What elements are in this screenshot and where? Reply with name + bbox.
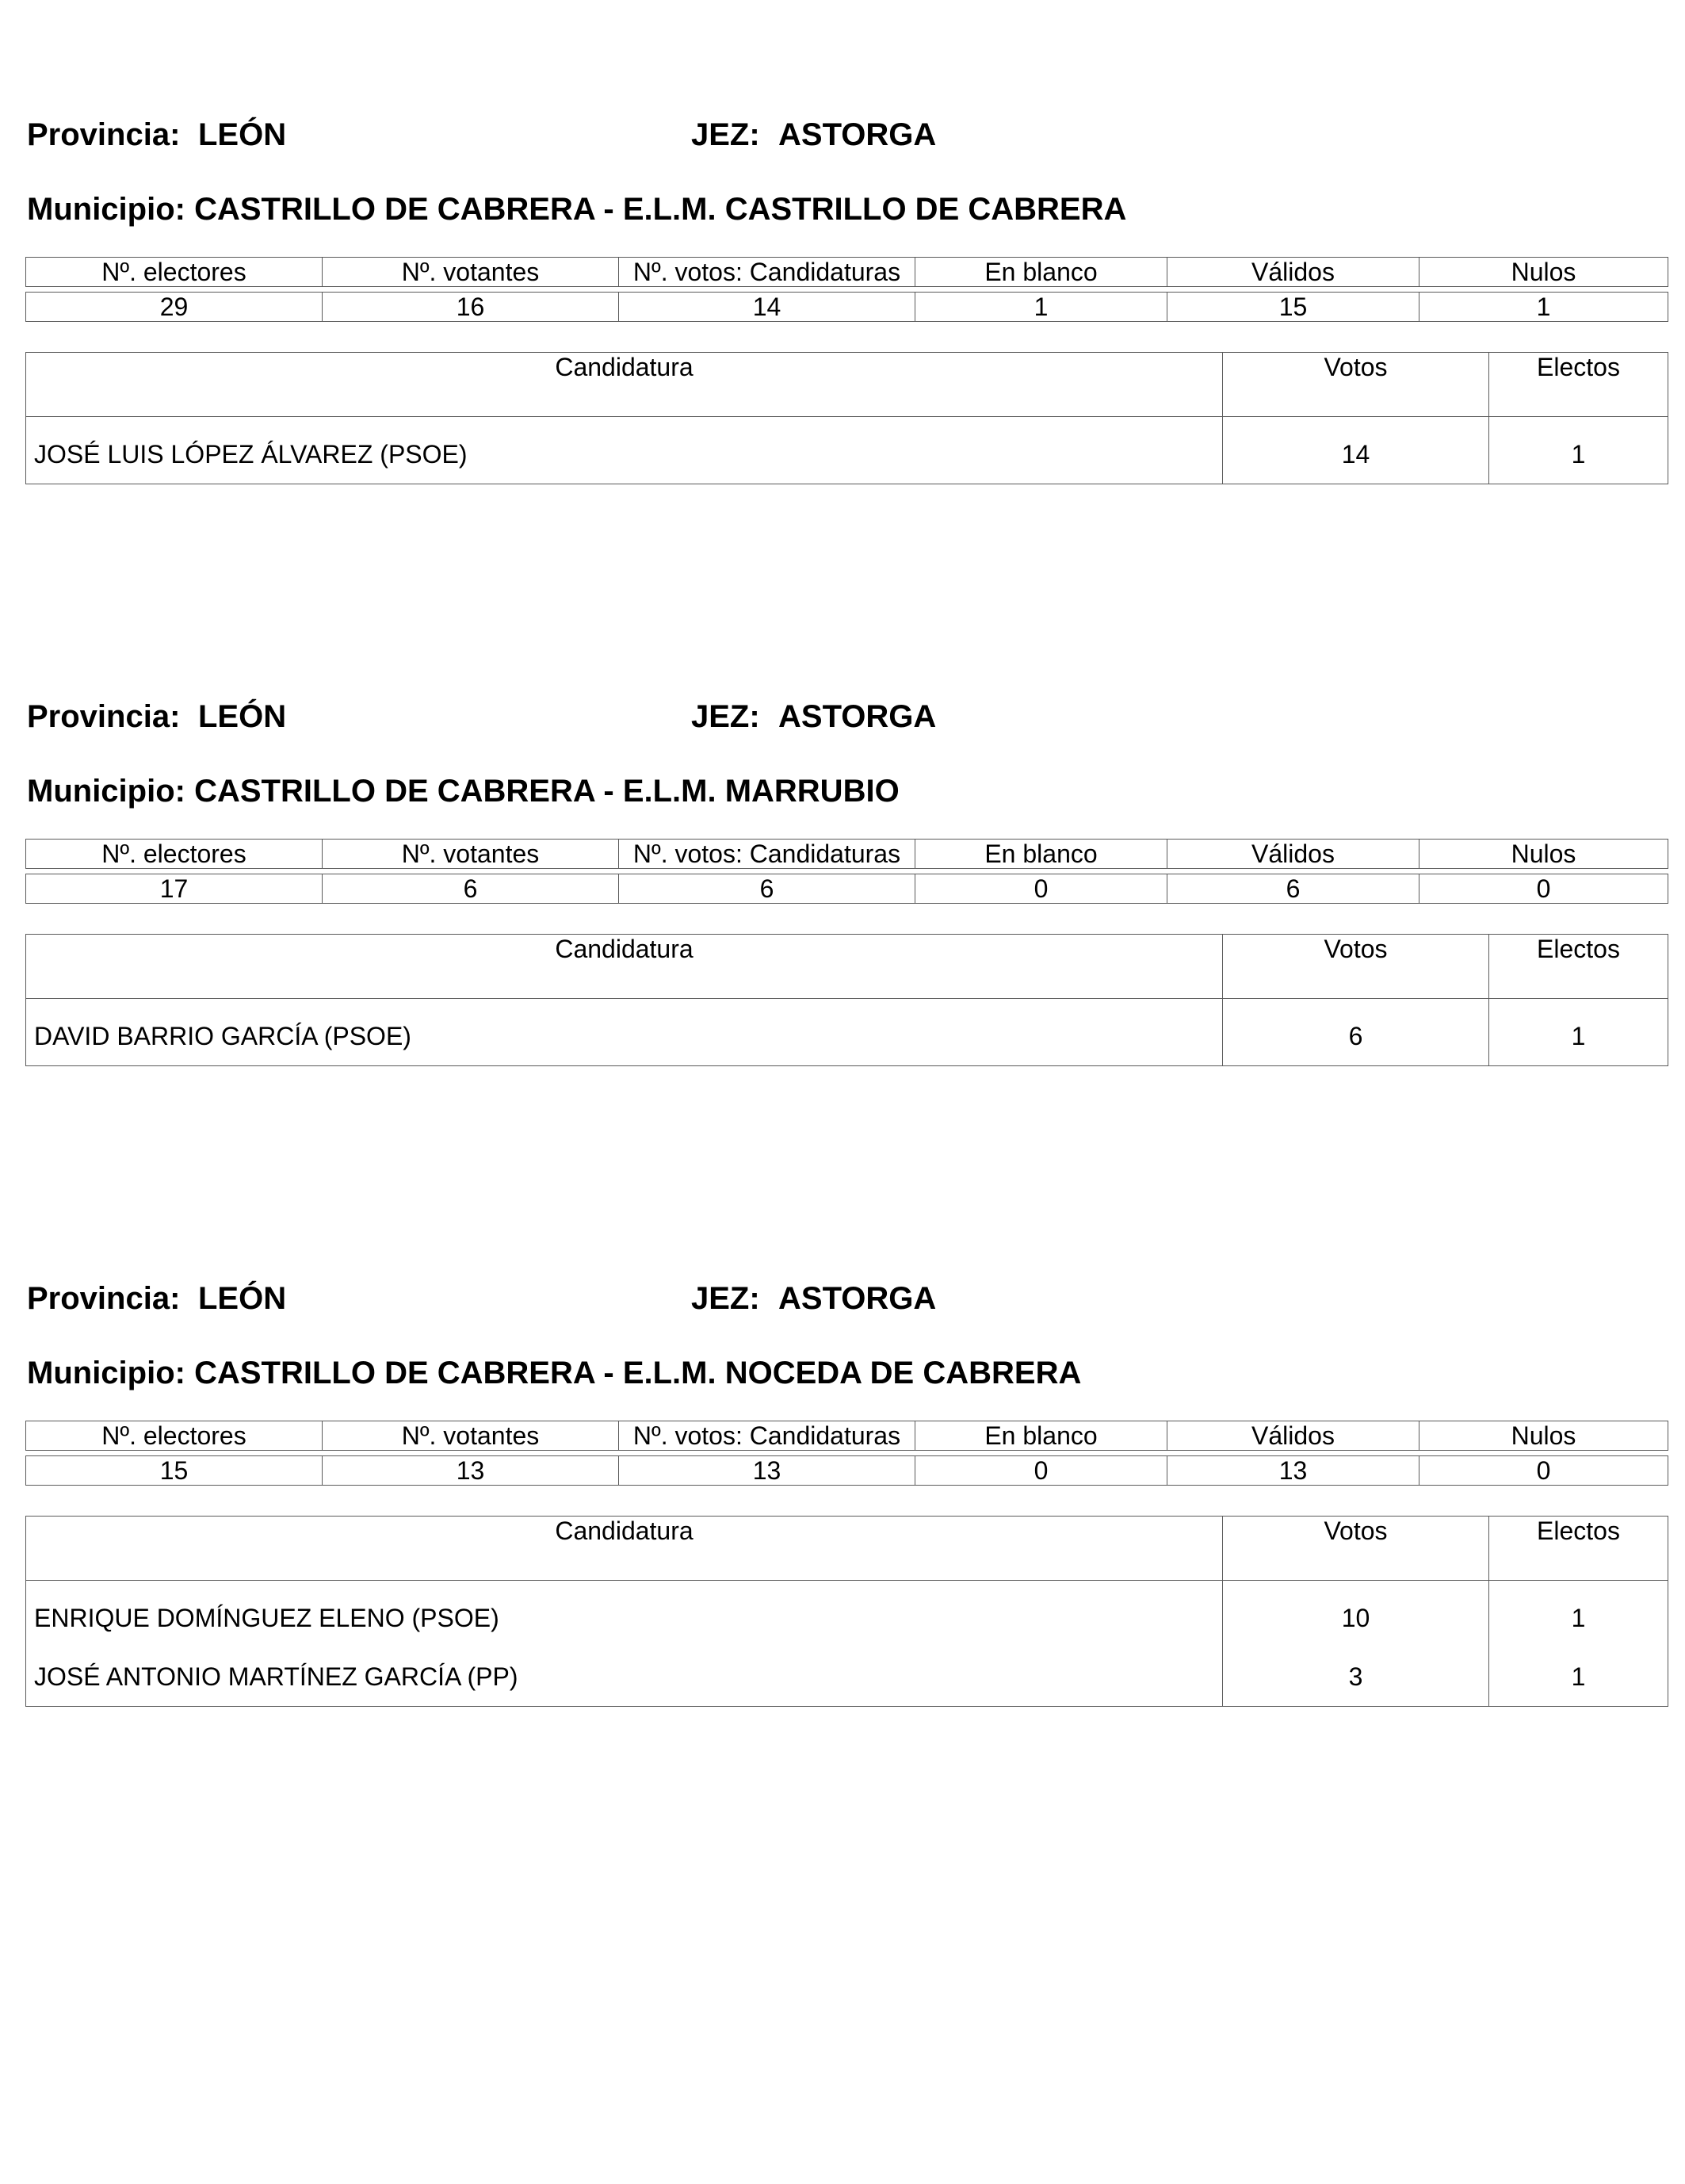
votos-header: Votos xyxy=(1223,935,1489,999)
provincia-value: LEÓN xyxy=(198,699,287,734)
candidates-header-row xyxy=(26,353,1668,417)
candidate-name: DAVID BARRIO GARCÍA (PSOE) xyxy=(26,999,1223,1066)
stats-header-cell: Válidos xyxy=(1167,840,1419,869)
candidate-votos: 14 xyxy=(1223,417,1489,484)
stats-value-cell: 6 xyxy=(323,874,619,904)
candidate-name: ENRIQUE DOMÍNGUEZ ELENO (PSOE) xyxy=(26,1581,1223,1648)
municipio-label: Municipio: xyxy=(27,774,185,809)
electos-header: Electos xyxy=(1489,353,1668,417)
stats-value-cell: 16 xyxy=(323,293,619,322)
stats-value-cell: 6 xyxy=(1167,874,1419,904)
jez-label: JEZ: xyxy=(691,117,760,152)
municipio-value: CASTRILLO DE CABRERA - E.L.M. CASTRILLO DE CABRERA xyxy=(194,192,1127,227)
jez-value: ASTORGA xyxy=(778,699,937,734)
stats-value-row xyxy=(26,874,1668,904)
stats-value-cell: 14 xyxy=(619,293,915,322)
stats-value-cell: 29 xyxy=(26,293,323,322)
jez-line xyxy=(691,1279,936,1318)
candidatura-header: Candidatura xyxy=(26,935,1223,999)
stats-header-cell: Nº. votantes xyxy=(323,258,619,287)
votos-header: Votos xyxy=(1223,353,1489,417)
candidatura-header: Candidatura xyxy=(26,1517,1223,1581)
stats-value-cell: 0 xyxy=(1419,874,1668,904)
candidate-electos: 1 xyxy=(1489,1647,1668,1707)
stats-value-cell: 13 xyxy=(1167,1456,1419,1486)
municipio-value: CASTRILLO DE CABRERA - E.L.M. MARRUBIO xyxy=(194,774,900,809)
candidates-header-row xyxy=(26,1517,1668,1581)
candidate-row xyxy=(26,999,1668,1066)
electos-header: Electos xyxy=(1489,935,1668,999)
stats-header-cell: En blanco xyxy=(915,1421,1167,1451)
candidate-votos: 3 xyxy=(1223,1647,1489,1707)
provincia-value: LEÓN xyxy=(198,117,287,152)
votos-header: Votos xyxy=(1223,1517,1489,1581)
stats-header-row xyxy=(26,1421,1668,1451)
candidate-electos: 1 xyxy=(1489,1581,1668,1648)
stats-table xyxy=(25,1421,1668,1486)
stats-value-cell: 15 xyxy=(1167,293,1419,322)
stats-value-cell: 17 xyxy=(26,874,323,904)
stats-header-cell: Nº. votantes xyxy=(323,1421,619,1451)
provincia-line xyxy=(27,1279,286,1318)
jez-line xyxy=(691,116,936,154)
stats-header-cell: Nº. votos: Candidaturas xyxy=(619,258,915,287)
municipio-label: Municipio: xyxy=(27,1356,185,1390)
stats-value-cell: 0 xyxy=(1419,1456,1668,1486)
stats-value-row xyxy=(26,293,1668,322)
municipio-label: Municipio: xyxy=(27,192,185,227)
jez-value: ASTORGA xyxy=(778,1281,937,1316)
jez-label: JEZ: xyxy=(691,699,760,734)
stats-header-cell: En blanco xyxy=(915,840,1167,869)
provincia-line xyxy=(27,116,286,154)
stats-header-cell: Nº. electores xyxy=(26,258,323,287)
candidate-votos: 6 xyxy=(1223,999,1489,1066)
stats-header-cell: Nulos xyxy=(1419,840,1668,869)
electos-header: Electos xyxy=(1489,1517,1668,1581)
candidates-table xyxy=(25,1516,1668,1707)
candidates-header-row xyxy=(26,935,1668,999)
provincia-value: LEÓN xyxy=(198,1281,287,1316)
candidate-votos: 10 xyxy=(1223,1581,1489,1648)
candidate-name: JOSÉ ANTONIO MARTÍNEZ GARCÍA (PP) xyxy=(26,1647,1223,1707)
stats-value-cell: 0 xyxy=(915,874,1167,904)
stats-value-cell: 15 xyxy=(26,1456,323,1486)
municipio-line xyxy=(27,190,1126,228)
stats-header-cell: Válidos xyxy=(1167,258,1419,287)
candidates-table xyxy=(25,934,1668,1066)
candidatura-header: Candidatura xyxy=(26,353,1223,417)
stats-header-cell: Nº. electores xyxy=(26,1421,323,1451)
stats-table xyxy=(25,257,1668,322)
stats-value-cell: 1 xyxy=(1419,293,1668,322)
provincia-line xyxy=(27,698,286,736)
stats-value-cell: 0 xyxy=(915,1456,1167,1486)
stats-value-row xyxy=(26,1456,1668,1486)
candidate-name: JOSÉ LUIS LÓPEZ ÁLVAREZ (PSOE) xyxy=(26,417,1223,484)
stats-value-cell: 13 xyxy=(619,1456,915,1486)
stats-header-cell: Nulos xyxy=(1419,258,1668,287)
candidates-table xyxy=(25,352,1668,484)
stats-header-cell: Válidos xyxy=(1167,1421,1419,1451)
stats-header-cell: Nulos xyxy=(1419,1421,1668,1451)
municipio-line xyxy=(27,772,900,810)
stats-header-cell: Nº. votos: Candidaturas xyxy=(619,1421,915,1451)
municipio-value: CASTRILLO DE CABRERA - E.L.M. NOCEDA DE CABRERA xyxy=(194,1356,1082,1390)
jez-value: ASTORGA xyxy=(778,117,937,152)
provincia-label: Provincia: xyxy=(27,699,181,734)
candidate-electos: 1 xyxy=(1489,417,1668,484)
stats-header-row xyxy=(26,840,1668,869)
stats-table xyxy=(25,839,1668,904)
stats-header-cell: En blanco xyxy=(915,258,1167,287)
municipio-line xyxy=(27,1354,1081,1392)
stats-header-cell: Nº. votantes xyxy=(323,840,619,869)
stats-header-row xyxy=(26,258,1668,287)
stats-header-cell: Nº. votos: Candidaturas xyxy=(619,840,915,869)
stats-value-cell: 1 xyxy=(915,293,1167,322)
jez-line xyxy=(691,698,936,736)
stats-value-cell: 6 xyxy=(619,874,915,904)
candidate-row xyxy=(26,417,1668,484)
candidate-row xyxy=(26,1581,1668,1648)
candidate-electos: 1 xyxy=(1489,999,1668,1066)
stats-value-cell: 13 xyxy=(323,1456,619,1486)
provincia-label: Provincia: xyxy=(27,117,181,152)
jez-label: JEZ: xyxy=(691,1281,760,1316)
provincia-label: Provincia: xyxy=(27,1281,181,1316)
stats-header-cell: Nº. electores xyxy=(26,840,323,869)
candidate-row xyxy=(26,1647,1668,1707)
